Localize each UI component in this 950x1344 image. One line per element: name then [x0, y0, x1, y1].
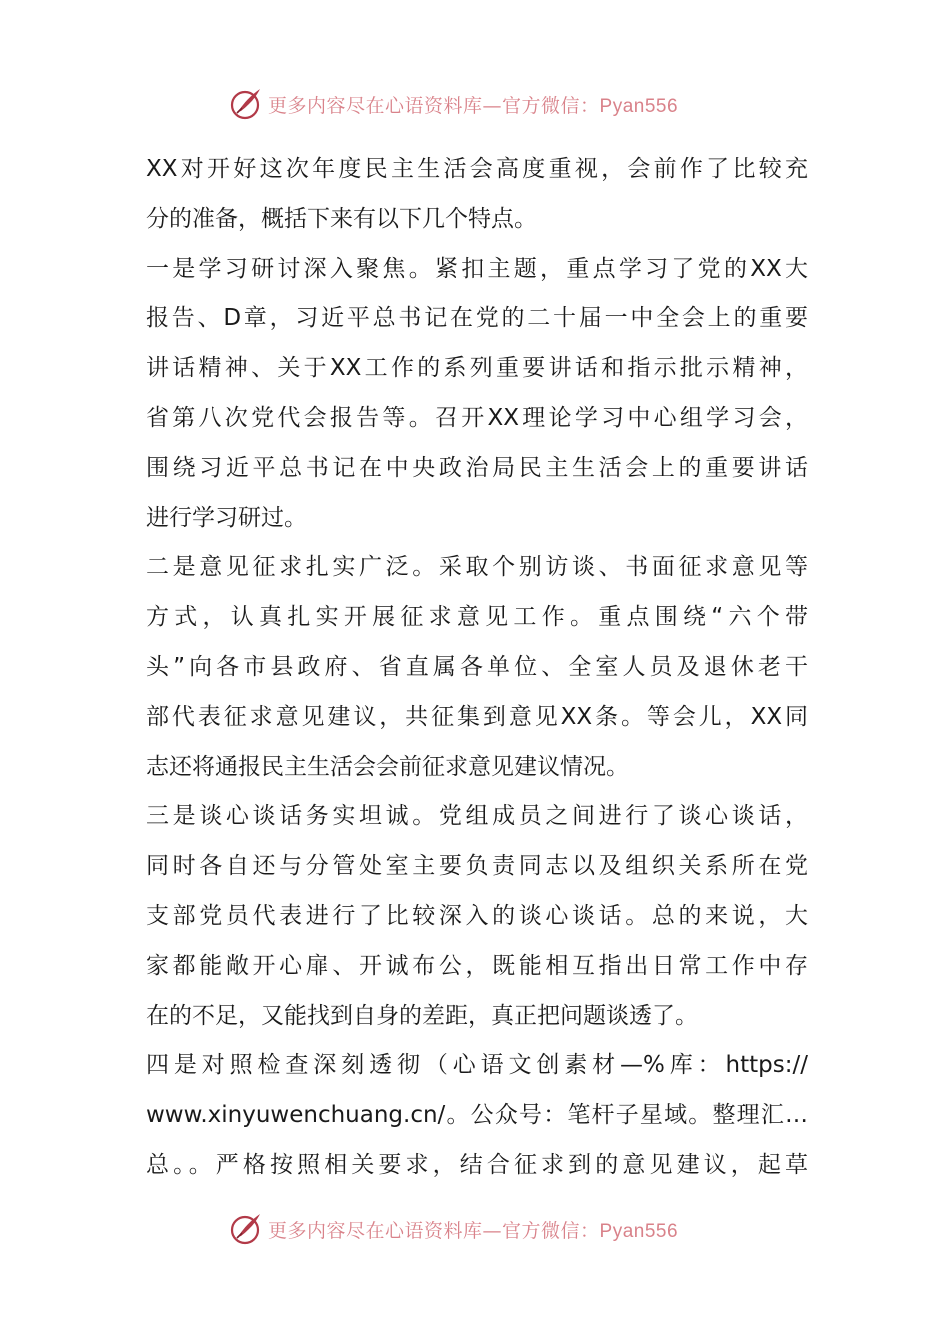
- document-body: [146, 145, 808, 1191]
- header-banner-text: 更多内容尽在心语资料库—官方微信：Pyan556: [268, 94, 679, 117]
- header-wechat-id: Pyan556: [599, 95, 679, 117]
- text-line: 总。。严格按照相关要求，结合征求到的意见建议，起草: [146, 1151, 808, 1178]
- text-line: 三是谈心谈话务实坦诚。党组成员之间进行了谈心谈话，: [146, 803, 808, 830]
- footer-wechat-id: Pyan556: [599, 1220, 679, 1242]
- text-line: www.xinyuwenchuang.cn/。公众号：笔杆子星域。整理汇…: [146, 1102, 808, 1129]
- text-line: 支部党员代表进行了比较深入的谈心谈话。总的来说，大: [146, 902, 808, 929]
- text-line: 方式，认真扎实开展征求意见工作。重点围绕“六个带: [146, 604, 808, 631]
- header-watermark-banner: [228, 84, 678, 124]
- text-line: 部代表征求意见建议，共征集到意见XX条。等会儿，XX同: [146, 703, 808, 730]
- text-line: 分的准备，概括下来有以下几个特点。: [146, 205, 537, 232]
- text-line: 讲话精神、关于XX工作的系列重要讲话和指示批示精神，: [146, 355, 808, 382]
- text-line: XX对开好这次年度民主生活会高度重视，会前作了比较充: [146, 156, 808, 182]
- text-line: 在的不足，又能找到自身的差距，真正把问题谈透了。: [146, 1002, 698, 1029]
- text-line: 省第八次党代会报告等。召开XX理论学习中心组学习会，: [146, 404, 808, 431]
- text-line: 志还将通报民主生活会会前征求意见建议情况。: [146, 753, 629, 780]
- text-line: 四是对照检查深刻透彻（心语文创素材—%库：https://: [146, 1052, 808, 1079]
- quill-pen-logo-icon: [228, 86, 264, 122]
- text-line: 围绕习近平总书记在中央政治局民主生活会上的重要讲话: [146, 454, 808, 481]
- quill-pen-logo-icon: [228, 1211, 264, 1247]
- text-line: 头”向各市县政府、省直属各单位、全室人员及退休老干: [146, 653, 808, 680]
- footer-watermark-banner: [228, 1209, 678, 1249]
- text-line: 一是学习研讨深入聚焦。紧扣主题，重点学习了党的XX大: [146, 255, 808, 282]
- text-line: 进行学习研过。: [146, 504, 307, 531]
- text-line: 同时各自还与分管处室主要负责同志以及组织关系所在党: [146, 853, 808, 880]
- footer-banner-text: 更多内容尽在心语资料库—官方微信：Pyan556: [268, 1219, 679, 1242]
- text-line: 家都能敞开心扉、开诚布公，既能相互指出日常工作中存: [146, 952, 808, 979]
- text-line: 报告、D章，习近平总书记在党的二十届一中全会上的重要: [146, 305, 808, 332]
- text-line: 二是意见征求扎实广泛。采取个别访谈、书面征求意见等: [146, 554, 808, 581]
